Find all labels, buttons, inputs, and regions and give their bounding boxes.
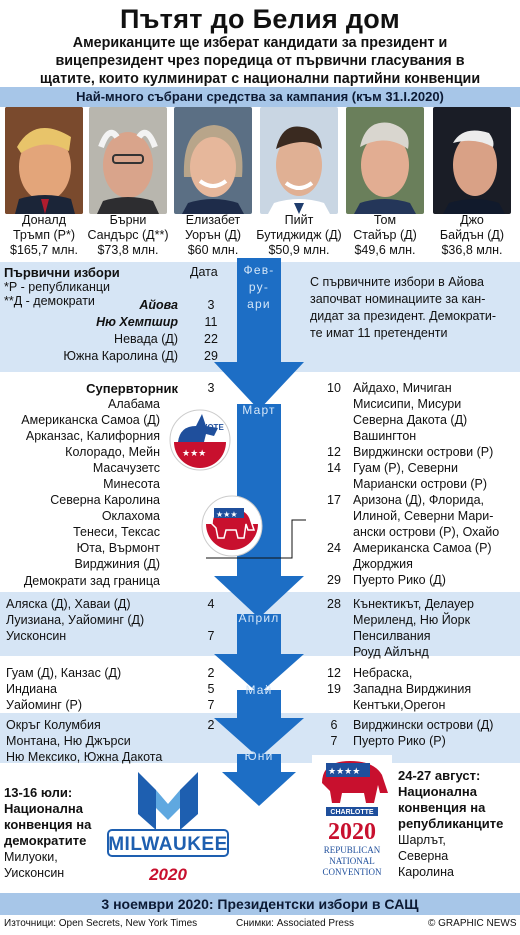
page-subtitle xyxy=(20,34,500,88)
month-label-june: Юни xyxy=(244,749,274,763)
apr-right-text: Роуд Айлънд xyxy=(353,645,429,659)
mar-left-state: Юта, Върмонт xyxy=(76,541,160,555)
candidate-last-name: Стайър (Д) xyxy=(353,228,417,242)
rnc-logo-line: CONVENTION xyxy=(322,867,382,877)
apr-left-day: 7 xyxy=(207,629,215,643)
candidate-label-trump xyxy=(1,213,87,258)
candidate-photo-trump xyxy=(5,107,83,214)
rep-convention-city: Шарлът, xyxy=(398,833,446,847)
may-right-day: 19 xyxy=(327,682,341,696)
mar-left-state: Колорадо, Мейн xyxy=(65,445,160,459)
footer-photos: Снимки: Associated Press xyxy=(236,918,354,929)
apr-right-text: Кънектикът, Делауер xyxy=(353,597,474,611)
mar-right-text: Илиной, Северни Мари- xyxy=(353,509,494,523)
mar-right-text: Мариански острови (Р) xyxy=(353,477,488,491)
apr-right-text: Пенсилвания xyxy=(353,629,431,643)
rep-convention-title-line: Национална xyxy=(398,784,477,799)
mar-right-day: 14 xyxy=(327,461,341,475)
mar-right-text: Мисисипи, Мисури xyxy=(353,397,462,411)
milwaukee-2020-logo xyxy=(104,768,232,890)
rep-convention-city: Северна xyxy=(398,849,449,863)
may-left-text: Уайоминг (Р) xyxy=(6,698,83,712)
candidate-first-name: Бърни xyxy=(109,213,147,227)
candidate-first-name: Джо xyxy=(460,213,484,227)
svg-text:★★★★: ★★★★ xyxy=(328,767,361,777)
rep-convention-block xyxy=(398,768,518,880)
feb-state: Айова xyxy=(139,298,178,312)
mar-left-state: Вирджиния (Д) xyxy=(74,557,160,571)
milwaukee-logo-text: MILWAUKEE xyxy=(108,834,228,855)
candidate-first-name: Доналд xyxy=(21,213,66,227)
milwaukee-logo-year: 2020 xyxy=(149,865,187,884)
arrow-jun-head xyxy=(222,772,296,806)
mar-left-state: Масачузетс xyxy=(92,461,160,475)
feb-day: 22 xyxy=(204,332,218,346)
apr-left-day: 4 xyxy=(207,597,215,611)
subtitle-line: Американците ще изберат кандидати за президент и xyxy=(72,35,448,51)
mar-right-day: 24 xyxy=(327,541,341,555)
feb-day: 3 xyxy=(207,298,215,312)
mar-right-text: Гуам (Р), Северни xyxy=(353,461,458,475)
note-line: започват номинациите за кан- xyxy=(310,292,486,306)
election-date-text: 3 ноември 2020: Президентски избори в САЩ xyxy=(101,896,419,912)
feb-state: Южна Каролина (Д) xyxy=(63,349,178,363)
svg-text:★★★: ★★★ xyxy=(182,449,207,459)
month-text: ру- xyxy=(248,280,270,294)
feb-day: 11 xyxy=(204,315,218,329)
candidate-amount: $165,7 млн. xyxy=(10,243,78,257)
mar-left-state: Американска Самоа (Д) xyxy=(21,413,160,427)
may-right-text: Небраска, xyxy=(353,666,413,680)
mar-right-text: ански острови (Р), Охайо xyxy=(353,525,500,539)
funds-heading: Най-много събрани средства за кампания (към 31.I.2020) xyxy=(76,89,444,104)
may-right-day: 12 xyxy=(327,666,341,680)
rep-convention-title-line: конвенция на xyxy=(398,800,486,815)
dem-convention-date: 13-16 юли: xyxy=(4,785,73,800)
note-line: те имат 11 претенденти xyxy=(310,326,448,340)
candidate-amount: $73,8 млн. xyxy=(97,243,159,257)
svg-text:★★★: ★★★ xyxy=(216,510,238,519)
subtitle-line: щатите, които кулминират с национални партийни конвенции xyxy=(39,71,481,87)
date-column-label: Дата xyxy=(190,265,218,279)
vote-donkey-icon xyxy=(168,408,232,472)
month-label-february xyxy=(237,262,281,313)
candidate-label-biden xyxy=(429,213,515,258)
candidate-photo-warren xyxy=(174,107,252,214)
mar-right-text: Айдахо, Мичиган xyxy=(353,381,452,395)
mar-left-state: Оклахома xyxy=(101,509,160,523)
mar-left-state: Арканзас, Калифорния xyxy=(25,429,160,443)
candidate-amount: $60 млн. xyxy=(187,243,239,257)
dem-convention-title-line: демократите xyxy=(4,833,87,848)
rnc-logo-city: CHARLOTTE xyxy=(330,809,374,816)
candidate-photo-buttigieg xyxy=(260,107,338,214)
rnc-2020-logo xyxy=(312,755,392,895)
jun-right-text: Пуерто Рико (Р) xyxy=(353,734,446,748)
dem-convention-title-line: Национална xyxy=(4,801,83,816)
jun-right-text: Вирджински острови (Д) xyxy=(353,718,494,732)
iowa-note xyxy=(310,274,515,342)
candidate-last-name: Бутиджидж (Д) xyxy=(256,228,342,242)
candidate-last-name: Сандърс (Д**) xyxy=(87,228,169,242)
may-right-text: Западна Вирджиния xyxy=(353,682,472,696)
primaries-heading: Първични избори xyxy=(4,265,120,280)
candidate-photo-steyer xyxy=(346,107,424,214)
jun-right-day: 7 xyxy=(330,734,338,748)
note-line: дидат за президент. Демократи- xyxy=(310,309,497,323)
mar-right-text: Джорджия xyxy=(353,557,413,571)
note-line: С първичните избори в Айова xyxy=(310,275,484,289)
candidate-amount: $50,9 млн. xyxy=(268,243,330,257)
apr-left-text: Уисконсин xyxy=(6,629,67,643)
may-left-day: 7 xyxy=(207,698,215,712)
candidate-first-name: Елизабет xyxy=(185,213,241,227)
candidate-last-name: Тръмп (Р*) xyxy=(12,228,76,242)
candidate-last-name: Уорън (Д) xyxy=(185,228,241,242)
candidate-first-name: Пийт xyxy=(284,213,314,227)
apr-left-text: Луизиана, Уайоминг (Д) xyxy=(6,613,145,627)
footer-credit: © GRAPHIC NEWS xyxy=(428,918,517,929)
election-bar xyxy=(0,893,520,915)
mar-right-day: 17 xyxy=(327,493,341,507)
feb-day: 29 xyxy=(204,349,218,363)
jun-left-text: Окръг Колумбия xyxy=(6,718,101,732)
candidate-amount: $49,6 млн. xyxy=(354,243,416,257)
candidate-first-name: Том xyxy=(373,213,397,227)
may-left-text: Гуам (Д), Канзас (Д) xyxy=(6,666,122,680)
jun-right-day: 6 xyxy=(330,718,338,732)
legend-democrats: **Д - демократи xyxy=(4,294,95,308)
feb-state: Ню Хемпшир xyxy=(96,315,178,329)
month-label-april: Април xyxy=(238,611,280,625)
candidate-label-warren xyxy=(170,213,256,258)
dem-convention-title-line: конвенция на xyxy=(4,817,92,832)
subtitle-line: вицепрезидент чрез поредица от първични гласувания в xyxy=(55,53,465,69)
super-tuesday-label: Супервторник xyxy=(86,381,178,396)
dem-convention-city: Уисконсин xyxy=(4,866,65,880)
page-title: Пътят до Белия дом xyxy=(119,4,400,34)
mar-right-day: 10 xyxy=(327,381,341,395)
mar-left-state: Демократи зад граница xyxy=(23,574,160,588)
may-left-text: Индиана xyxy=(6,682,57,696)
mar-right-text: Вашингтон xyxy=(353,429,417,443)
jun-left-day: 2 xyxy=(207,718,215,732)
apr-left-text: Аляска (Д), Хаваи (Д) xyxy=(6,597,131,611)
super-tuesday-day: 3 xyxy=(207,381,215,395)
candidate-label-sanders xyxy=(85,213,171,258)
rep-convention-city: Каролина xyxy=(398,865,454,879)
rep-convention-date: 24-27 август: xyxy=(398,768,481,783)
may-right-text: Кентъки,Орегон xyxy=(353,698,446,712)
mar-right-text: Северна Дакота (Д) xyxy=(353,413,468,427)
jun-left-text: Ню Мексико, Южна Дакота xyxy=(6,750,163,764)
candidate-label-buttigieg xyxy=(256,213,342,258)
mar-left-state: Минесота xyxy=(103,477,160,491)
jun-left-text: Монтана, Ню Джърси xyxy=(6,734,131,748)
legend-republicans: *Р - републиканци xyxy=(4,280,110,294)
month-text: ари xyxy=(247,297,271,311)
rep-convention-title-line: републиканците xyxy=(398,816,504,831)
candidate-photo-sanders xyxy=(89,107,167,214)
mar-right-day: 29 xyxy=(327,573,341,587)
month-label-march: Март xyxy=(242,403,276,417)
candidate-label-steyer xyxy=(342,213,428,258)
funds-heading-bar xyxy=(0,87,520,107)
dem-convention-block xyxy=(4,785,114,881)
mar-right-text: Аризона (Д), Флорида, xyxy=(353,493,485,507)
may-left-day: 5 xyxy=(207,682,215,696)
mar-right-day: 12 xyxy=(327,445,341,459)
month-label-may: Май xyxy=(245,683,273,697)
candidate-photo-biden xyxy=(433,107,511,214)
dem-convention-city: Милуоки, xyxy=(4,850,58,864)
footer-sources: Източници: Open Secrets, New York Times xyxy=(4,918,198,929)
may-left-day: 2 xyxy=(207,666,215,680)
mar-left-state: Алабама xyxy=(108,397,160,411)
mar-right-text: Американска Самоа (Р) xyxy=(353,541,492,555)
mar-right-text: Пуерто Рико (Д) xyxy=(353,573,446,587)
apr-right-day: 28 xyxy=(327,597,341,611)
feb-state: Невада (Д) xyxy=(114,332,178,346)
vote-badge-text: VOTE xyxy=(202,423,224,432)
mar-left-state: Северна Каролина xyxy=(50,493,160,507)
mar-right-text: Вирджински острови (Р) xyxy=(353,445,494,459)
rep-elephant-icon xyxy=(200,494,264,558)
apr-right-text: Мериленд, Ню Йорк xyxy=(353,613,471,627)
rnc-logo-year: 2020 xyxy=(328,819,376,845)
candidate-amount: $36,8 млн. xyxy=(441,243,503,257)
candidate-last-name: Байдън (Д) xyxy=(439,228,505,242)
month-text: Фев- xyxy=(243,263,275,277)
rnc-logo-line: REPUBLICAN xyxy=(323,845,381,855)
mar-left-state: Тенеси, Тексас xyxy=(73,525,160,539)
rnc-logo-line: NATIONAL xyxy=(329,856,375,866)
